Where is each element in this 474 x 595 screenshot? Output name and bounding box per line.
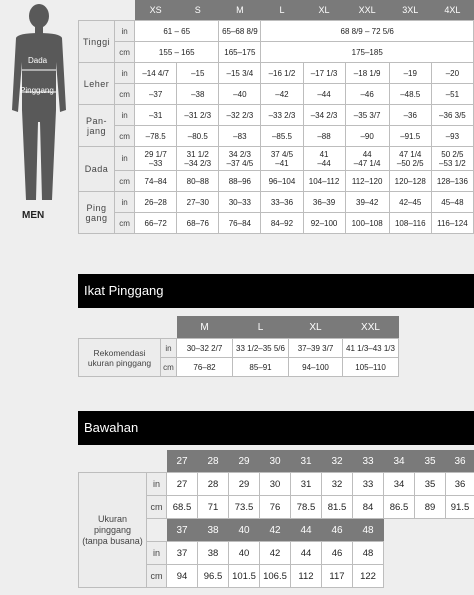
size-header: 40 [229,519,260,542]
table-cell: 31 [291,473,322,496]
unit-in: in [147,542,167,565]
table-row [79,192,474,213]
table-row [79,105,474,126]
table-cell: 29 [229,473,260,496]
cell-line: 47 1/4 [399,149,422,159]
size-header-row [79,0,474,21]
size-header: 38 [198,519,229,542]
table-cell: –42 [261,84,303,105]
table-cell: 116–124 [431,213,473,234]
table-cell: –40 [219,84,261,105]
table-cell: –36 3/5 [431,105,473,126]
unit-cm: cm [147,565,167,588]
row-label-rekomendasi [79,339,161,377]
table-row [79,213,474,234]
section-title-bawahan: Bawahan [78,411,474,445]
cell-line: –41 [275,158,289,168]
table-cell: 106.5 [260,565,291,588]
row-label-panjang-line2: jang [87,125,107,136]
size-header: 29 [229,450,260,473]
table-cell: –35 3/7 [345,105,389,126]
unit-in: in [115,21,135,42]
cell-line: –33 [148,158,163,168]
size-header: 28 [198,450,229,473]
size-header: 35 [415,450,446,473]
table-cell: –78.5 [135,126,177,147]
body-figure [0,0,78,232]
row-label-dada: Dada [79,147,115,192]
cell-line: 44 [362,149,372,159]
men-silhouette-icon [0,0,78,210]
table-cell: –15 3/4 [219,63,261,84]
unit-cm: cm [115,126,135,147]
size-header: 31 [291,450,322,473]
size-header: XXL [343,316,399,339]
table-row [79,21,474,42]
table-cell: 28 [198,473,229,496]
size-header: 30 [260,450,291,473]
table-cell: 100–108 [345,213,389,234]
table-cell: 80–88 [177,171,219,192]
cell-line: –37 4/5 [226,158,254,168]
table-cell: 38 [198,542,229,565]
size-chart-table [78,0,474,234]
table-row [79,473,474,496]
unit-in: in [147,473,167,496]
size-header: 3XL [389,0,431,21]
row-label-panjang-line1: Pan- [86,115,108,126]
unit-in: in [115,63,135,84]
row-label-line2: ukuran pinggang [87,357,152,368]
table-cell: 35 [415,473,446,496]
table-cell: 44 [291,542,322,565]
table-cell: 94 [167,565,198,588]
size-header: M [177,316,233,339]
size-header: 46 [322,519,353,542]
row-label-ukuran-pinggang [79,473,147,588]
table-cell: –31 2/3 [177,105,219,126]
table-cell: –36 [389,105,431,126]
size-header: 37 [167,519,198,542]
cell-line: 29 1/7 [144,149,167,159]
table-cell: 34 [384,473,415,496]
table-cell: –34 2/3 [303,105,345,126]
table-cell: –44 [303,84,345,105]
pinggang-label: Pinggang [20,86,54,95]
table-cell: 104–112 [303,171,345,192]
table-cell [177,147,219,171]
table-cell: –14 4/7 [135,63,177,84]
table-cell: 42 [260,542,291,565]
table-cell: 40 [229,542,260,565]
table-cell: 165–175 [219,42,261,63]
table-cell: 96.5 [198,565,229,588]
row-label-tinggi: Tinggi [79,21,115,63]
unit-cm: cm [115,42,135,63]
cell-line: 31 1/2 [186,149,209,159]
size-header: S [177,0,219,21]
table-cell [219,147,261,171]
table-cell [303,147,345,171]
cell-line: 50 2/5 [441,149,464,159]
table-cell: 27 [167,473,198,496]
table-cell: –91.5 [389,126,431,147]
unit-in: in [115,192,135,213]
table-row [79,84,474,105]
table-cell: 42–45 [389,192,431,213]
table-cell: 48 [353,542,384,565]
table-cell: –93 [431,126,473,147]
size-header: XXL [345,0,389,21]
table-cell: 37–39 3/7 [289,339,343,358]
cell-line: 41 [319,149,329,159]
size-header: 4XL [431,0,473,21]
size-header: XS [135,0,177,21]
table-cell: 91.5 [446,496,474,519]
table-cell: 30–32 2/7 [177,339,233,358]
table-row [79,126,474,147]
table-cell: –37 [135,84,177,105]
table-cell: 33 [353,473,384,496]
table-cell: 32 [322,473,353,496]
table-cell: –18 1/9 [345,63,389,84]
table-cell: 108–116 [389,213,431,234]
table-cell [389,147,431,171]
table-cell: 175–185 [261,42,474,63]
men-label: MEN [22,210,45,221]
size-header: 42 [260,519,291,542]
table-cell: 65–68 8/9 [219,21,261,42]
table-cell: 30–33 [219,192,261,213]
table-cell: 94–100 [289,358,343,377]
table-cell: 76 [260,496,291,519]
row-label-line2: pinggang [93,524,132,535]
unit-cm: cm [147,496,167,519]
table-cell: 88–96 [219,171,261,192]
table-cell: –80.5 [177,126,219,147]
table-cell: 73.5 [229,496,260,519]
table-cell: 112 [291,565,322,588]
table-cell: 71 [198,496,229,519]
table-cell: 68–76 [177,213,219,234]
cell-line: –34 2/3 [184,158,212,168]
table-cell: –83 [219,126,261,147]
size-header-row [79,316,399,339]
unit-cm: cm [115,171,135,192]
table-cell: 61 – 65 [135,21,219,42]
cell-line: 34 2/3 [228,149,251,159]
table-cell [431,147,473,171]
table-cell: 33–36 [261,192,303,213]
table-row [79,339,399,358]
table-cell: –88 [303,126,345,147]
table-cell: –48.5 [389,84,431,105]
table-row [79,63,474,84]
cell-line: –53 1/2 [439,158,466,168]
size-header: 33 [353,450,384,473]
table-cell: 39–42 [345,192,389,213]
unit-in: in [161,339,177,358]
table-cell: 41 1/3–43 1/3 [343,339,399,358]
size-header: XL [289,316,343,339]
table-cell: –32 2/3 [219,105,261,126]
row-label-pinggang-line2: gang [85,212,108,223]
table-cell: 89 [415,496,446,519]
row-label-line1: Rekomendasi [93,347,146,358]
table-cell: –51 [431,84,473,105]
table-cell: 84 [353,496,384,519]
size-header-row [79,450,474,473]
size-header: 36 [446,450,474,473]
table-cell: 76–82 [177,358,233,377]
table-row [79,147,474,171]
table-cell: 122 [353,565,384,588]
table-cell: 33 1/2–35 5/6 [233,339,289,358]
table-cell: 68.5 [167,496,198,519]
row-label-pinggang-line1: Ping [86,202,107,213]
row-label-pinggang [79,192,115,234]
belt-size-table [78,316,399,377]
table-cell: 36–39 [303,192,345,213]
table-cell: 117 [322,565,353,588]
table-cell: 36 [446,473,474,496]
table-cell: 81.5 [322,496,353,519]
table-cell: 68 8/9 – 72 5/6 [261,21,474,42]
table-cell: –90 [345,126,389,147]
cell-line: –47 1/4 [353,158,381,168]
table-cell: 76–84 [219,213,261,234]
unit-in: in [115,105,135,126]
row-label-line3: (tanpa busana) [82,535,143,546]
table-cell: 46 [322,542,353,565]
table-row [79,171,474,192]
table-row [79,42,474,63]
table-cell: –31 [135,105,177,126]
table-cell: 128–136 [431,171,473,192]
table-cell: 84–92 [261,213,303,234]
unit-cm: cm [115,213,135,234]
size-header: 44 [291,519,322,542]
table-cell [261,147,303,171]
table-cell: 27–30 [177,192,219,213]
table-cell: –16 1/2 [261,63,303,84]
table-cell: 155 – 165 [135,42,219,63]
table-cell: 45–48 [431,192,473,213]
table-cell: –15 [177,63,219,84]
table-cell: –20 [431,63,473,84]
row-label-leher: Leher [79,63,115,105]
cell-line: –44 [317,158,331,168]
cell-line: 37 4/5 [270,149,294,159]
table-cell: –33 2/3 [261,105,303,126]
size-header: M [219,0,261,21]
section-title-ikat: Ikat Pinggang [78,274,474,308]
table-cell: –19 [389,63,431,84]
bottoms-size-table [78,450,474,588]
dada-label: Dada [28,56,48,65]
table-cell: 85–91 [233,358,289,377]
table-cell: 92–100 [303,213,345,234]
unit-in: in [115,147,135,171]
table-cell: 112–120 [345,171,389,192]
table-cell: 30 [260,473,291,496]
table-cell [135,147,177,171]
table-cell: 96–104 [261,171,303,192]
table-cell: 101.5 [229,565,260,588]
table-cell [345,147,389,171]
row-label-panjang [79,105,115,147]
table-cell: 26–28 [135,192,177,213]
table-cell: 78.5 [291,496,322,519]
cell-line: –50 2/5 [396,158,424,168]
size-header: L [261,0,303,21]
size-header: 27 [167,450,198,473]
table-cell: 86.5 [384,496,415,519]
row-label-line1: Ukuran [97,513,127,524]
table-cell: –17 1/3 [303,63,345,84]
unit-cm: cm [161,358,177,377]
table-cell: –38 [177,84,219,105]
unit-cm: cm [115,84,135,105]
size-header: L [233,316,289,339]
table-cell: 120–128 [389,171,431,192]
table-cell: –85.5 [261,126,303,147]
table-cell: 105–110 [343,358,399,377]
table-cell: 66–72 [135,213,177,234]
size-header: 34 [384,450,415,473]
size-header: 32 [322,450,353,473]
table-cell: 37 [167,542,198,565]
table-cell: –46 [345,84,389,105]
size-header: 48 [353,519,384,542]
table-cell: 74–84 [135,171,177,192]
size-header: XL [303,0,345,21]
